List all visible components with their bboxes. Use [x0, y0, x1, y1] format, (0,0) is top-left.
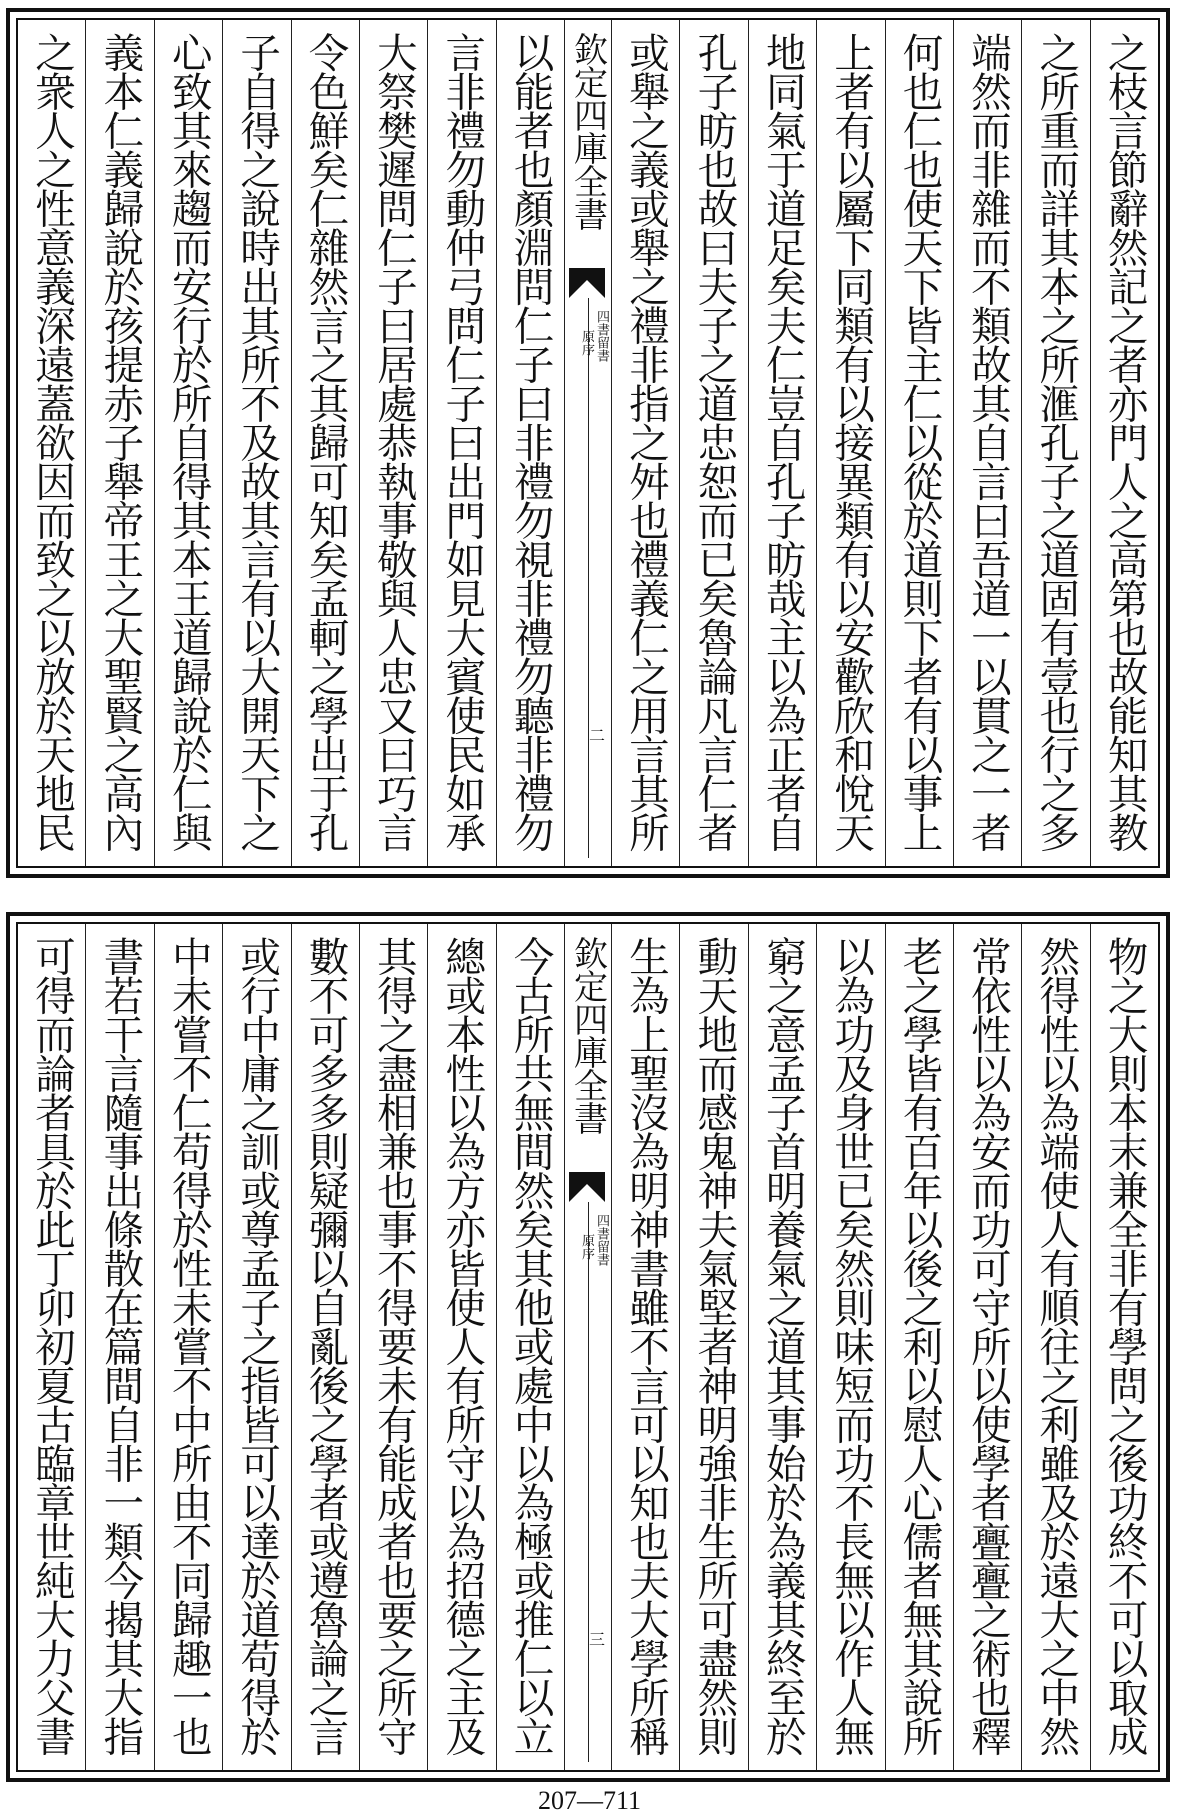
- fold-book-title: 四書留書: [594, 310, 609, 362]
- text-column: [496, 924, 564, 1770]
- page-number-footer: 207—711: [537, 1786, 642, 1815]
- text-column: [18, 20, 85, 866]
- text-columns: [18, 20, 1158, 866]
- fold-divider: [588, 298, 589, 858]
- text-column: [291, 924, 359, 1770]
- column-text: 數不可多多則疑彌以自亂後之學者或遵魯論之言: [301, 936, 350, 1755]
- fold-center-strip: [564, 20, 611, 866]
- text-column: [885, 20, 953, 866]
- column-text: 義本仁義歸說於孩提赤子舉帝王之大聖賢之高內: [96, 32, 145, 851]
- fold-section: 原序: [579, 330, 594, 356]
- text-column: [291, 20, 359, 866]
- folio-number: 二: [588, 726, 605, 745]
- column-text: 言非禮勿動仲弓問仁子曰出門如見大賓使民如承: [438, 32, 487, 851]
- fold-divider: [588, 1202, 589, 1762]
- column-text: 書若干言隨事出條散在篇間自非一類今揭其大指: [96, 936, 145, 1755]
- text-column: [85, 20, 153, 866]
- text-column: [953, 20, 1021, 866]
- text-column: [1090, 20, 1158, 866]
- fold-title: 欽定四庫全書: [567, 32, 608, 230]
- top-page-block: [6, 8, 1170, 878]
- text-column: [679, 20, 747, 866]
- column-text: 子自得之說時出其所不及故其言有以大開天下之: [233, 32, 282, 851]
- fold-center-strip: [564, 924, 611, 1770]
- text-column: [359, 924, 427, 1770]
- text-column: [748, 20, 816, 866]
- column-text: 之衆人之性意義深遠蓋欲因而致之以放於天地民: [27, 32, 76, 851]
- text-column: [18, 924, 85, 1770]
- column-text: 心致其來趨而安行於所自得其本王道歸說於仁與: [164, 32, 213, 851]
- column-text: 老之學皆有百年以後之利以慰人心儒者無其說所: [895, 936, 944, 1755]
- column-text: 大祭樊遲問仁子曰居處恭執事敬與人忠又曰巧言: [369, 32, 418, 851]
- fold-book-title: 四書留書: [594, 1214, 609, 1266]
- column-text: 窮之意孟子首明養氣之道其事始於為義其終至於: [758, 936, 807, 1755]
- text-column: [154, 20, 222, 866]
- column-text: 常依性以為安而功可守所以使學者亹亹之術也釋: [963, 936, 1012, 1755]
- column-text: 端然而非雜而不類故其自言曰吾道一以貫之一者: [963, 32, 1012, 851]
- bottom-page-block: [6, 912, 1170, 1782]
- column-text: 或行中庸之訓或尊孟子之指皆可以達於道苟得於: [233, 936, 282, 1755]
- text-column: [885, 924, 953, 1770]
- column-text: 物之大則本末兼全非有學問之後功終不可以取成: [1100, 936, 1149, 1755]
- column-text: 可得而論者具於此丁卯初夏古臨章世純大力父書: [27, 936, 76, 1755]
- column-text: 然得性以為端使人有順往之利雖及於遠大之中然: [1032, 936, 1081, 1755]
- text-column: [496, 20, 564, 866]
- column-text: 中未嘗不仁苟得於性未嘗不中所由不同歸趣一也: [164, 936, 213, 1755]
- text-columns: [18, 924, 1158, 1770]
- text-column: [85, 924, 153, 1770]
- column-text: 地同氣于道足矣夫仁豈自孔子昉哉主以為正者自: [758, 32, 807, 851]
- fold-title: 欽定四庫全書: [567, 936, 608, 1134]
- column-text: 今古所共無間然矣其他或處中以為極或推仁以立: [506, 936, 555, 1755]
- column-text: 之所重而詳其本之所滙孔子之道固有壹也行之多: [1032, 32, 1081, 851]
- text-column: [222, 20, 290, 866]
- text-column: [611, 924, 679, 1770]
- text-column: [427, 20, 495, 866]
- text-column: [1021, 924, 1089, 1770]
- column-text: 以為功及身世已矣然則味短而功不長無以作人無: [827, 936, 876, 1755]
- text-column: [1021, 20, 1089, 866]
- folio-number: 三: [588, 1630, 605, 1649]
- text-column: [611, 20, 679, 866]
- column-text: 令色鮮矣仁雜然言之其歸可知矣孟軻之學出于孔: [301, 32, 350, 851]
- column-text: 或舉之義或舉之禮非指之舛也禮義仁之用言其所: [621, 32, 670, 851]
- column-text: 動天地而感鬼神夫氣堅者神明強非生所可盡然則: [690, 936, 739, 1755]
- column-text: 孔子昉也故曰夫子之道忠恕而已矣魯論凡言仁者: [690, 32, 739, 851]
- fold-section: 原序: [579, 1234, 594, 1260]
- text-column: [816, 924, 884, 1770]
- text-column: [154, 924, 222, 1770]
- column-text: 其得之盡相兼也事不得要未有能成者也要之所守: [369, 936, 418, 1755]
- column-text: 總或本性以為方亦皆使人有所守以為招德之主及: [438, 936, 487, 1755]
- fishtail-mark-icon: [569, 1172, 605, 1202]
- text-column: [748, 924, 816, 1770]
- text-column: [359, 20, 427, 866]
- text-column: [816, 20, 884, 866]
- column-text: 之枝言節辭然記之者亦門人之高第也故能知其教: [1100, 32, 1149, 851]
- text-column: [222, 924, 290, 1770]
- column-text: 以能者也顏淵問仁子曰非禮勿視非禮勿聽非禮勿: [506, 32, 555, 851]
- text-column: [679, 924, 747, 1770]
- column-text: 上者有以屬下同類有以接異類有以安歡欣和悅天: [827, 32, 876, 851]
- text-column: [953, 924, 1021, 1770]
- text-column: [1090, 924, 1158, 1770]
- column-text: 生為上聖沒為明神書雖不言可以知也夫大學所稱: [621, 936, 670, 1755]
- fishtail-mark-icon: [569, 268, 605, 298]
- text-column: [427, 924, 495, 1770]
- column-text: 何也仁也使天下皆主仁以從於道則下者有以事上: [895, 32, 944, 851]
